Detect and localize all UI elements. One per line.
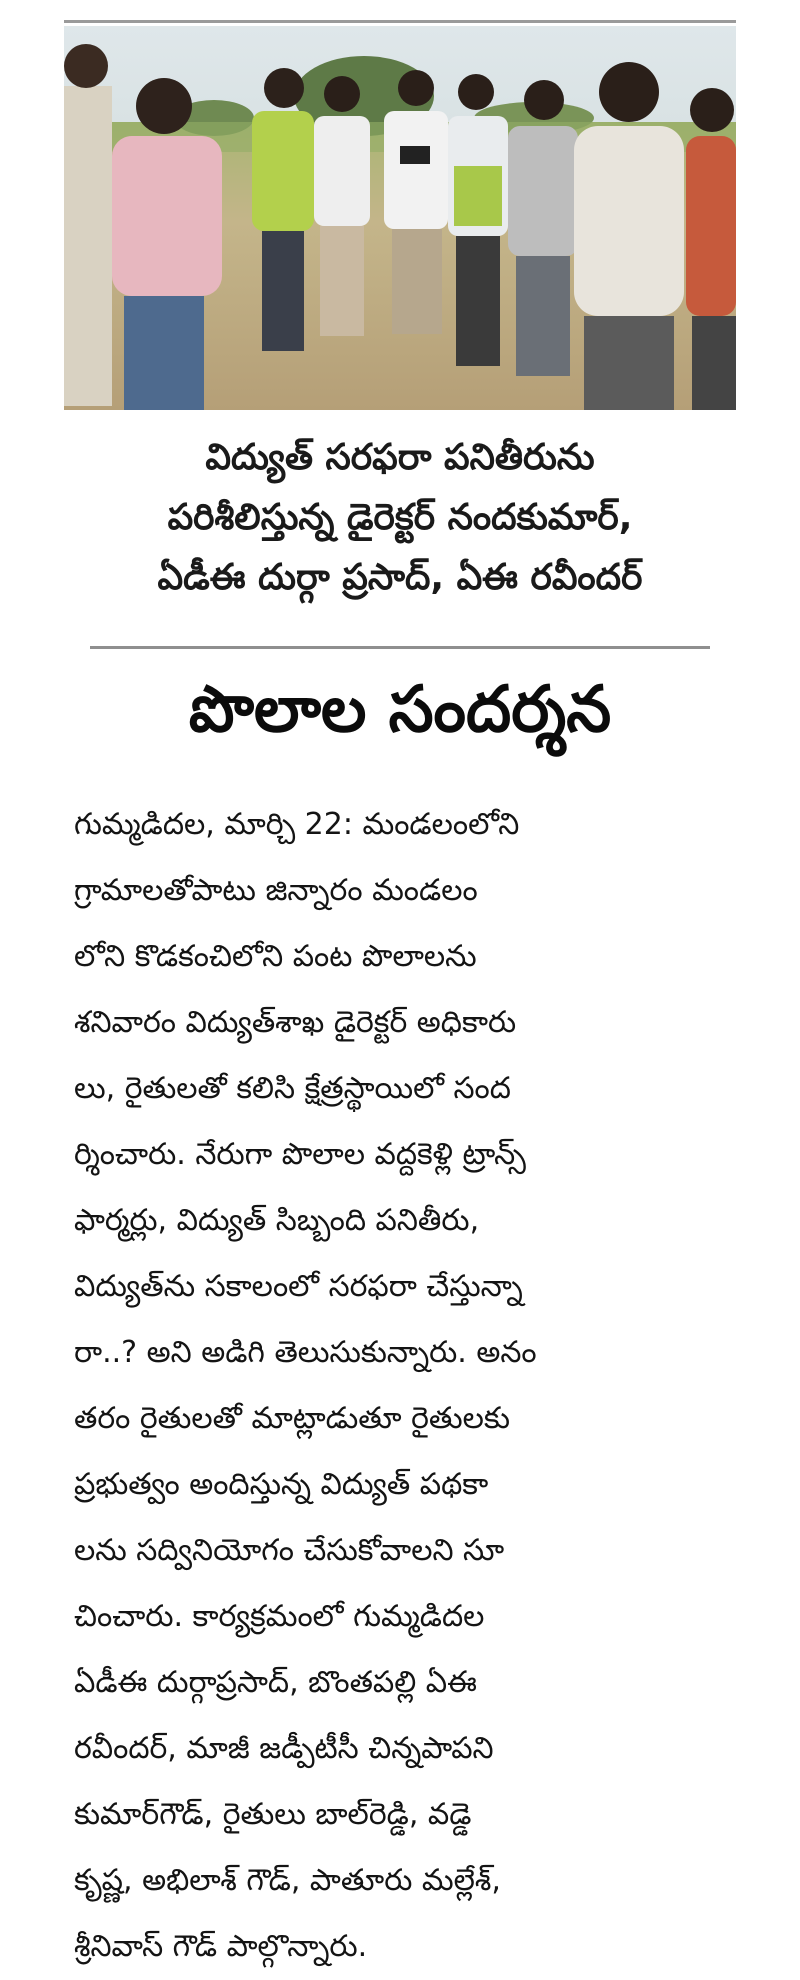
article-line: కృష్ణ, అభిలాశ్ గౌడ్, పాతూరు మల్లేశ్,: [74, 1863, 501, 1898]
article-line: తరం రైతులతో మాట్లాడుతూ రైతులకు: [74, 1401, 510, 1436]
article-line: ఫార్మర్లు, విద్యుత్ సిబ్బంది పనితీరు,: [74, 1203, 480, 1238]
article-line: రవీందర్, మాజీ జడ్పీటీసీ చిన్నపాపని: [74, 1731, 494, 1766]
photo-caption: [64, 428, 736, 608]
caption-divider: [90, 646, 710, 649]
top-divider: [64, 20, 736, 23]
article-line: గ్రామాలతోపాటు జిన్నారం మండలం: [74, 873, 478, 908]
article-line: రా..? అని అడిగి తెలుసుకున్నారు. అనం: [74, 1335, 537, 1370]
news-photo-icon: [64, 26, 736, 410]
caption-line: ఏడీఈ దుర్గా ప్రసాద్, ఏఈ రవీందర్: [157, 557, 643, 598]
article-line: ర్శించారు. నేరుగా పొలాల వద్దకెళ్లి ట్రాన్స్: [74, 1137, 526, 1172]
article-line: లను సద్వినియోగం చేసుకోవాలని సూ: [74, 1533, 505, 1568]
article-line: లోని కొడకంచిలోని పంట పొలాలను: [74, 939, 477, 974]
article-line: గుమ్మడిదల, మార్చి 22: మండలంలోని: [74, 807, 520, 842]
caption-line: విద్యుత్ సరఫరా పనితీరును: [205, 437, 595, 478]
article-line: ఏడీఈ దుర్గాప్రసాద్, బొంతపల్లి ఏఈ: [74, 1665, 477, 1700]
headline: పొలాల సందర్శన: [188, 673, 612, 747]
article-body: [74, 792, 730, 1980]
article-line: లు, రైతులతో కలిసి క్షేత్రస్థాయిలో సంద: [74, 1071, 511, 1106]
article-line: ప్రభుత్వం అందిస్తున్న విద్యుత్ పథకా: [74, 1467, 489, 1502]
article-line: చించారు. కార్యక్రమంలో గుమ్మడిదల: [74, 1599, 485, 1634]
article-line: శ్రీనివాస్ గౌడ్ పాల్గొన్నారు.: [74, 1929, 368, 1964]
article-line: విద్యుత్‌ను సకాలంలో సరఫరా చేస్తున్నా: [74, 1269, 523, 1304]
article-line: కుమార్‌గౌడ్, రైతులు బాల్‌రెడ్డి, వడ్డె: [74, 1797, 472, 1832]
caption-line: పరిశీలిస్తున్న డైరెక్టర్ నందకుమార్,: [167, 497, 633, 538]
article-line: శనివారం విద్యుత్‌శాఖ డైరెక్టర్ అధికారు: [74, 1005, 517, 1040]
news-photo: [64, 26, 736, 410]
